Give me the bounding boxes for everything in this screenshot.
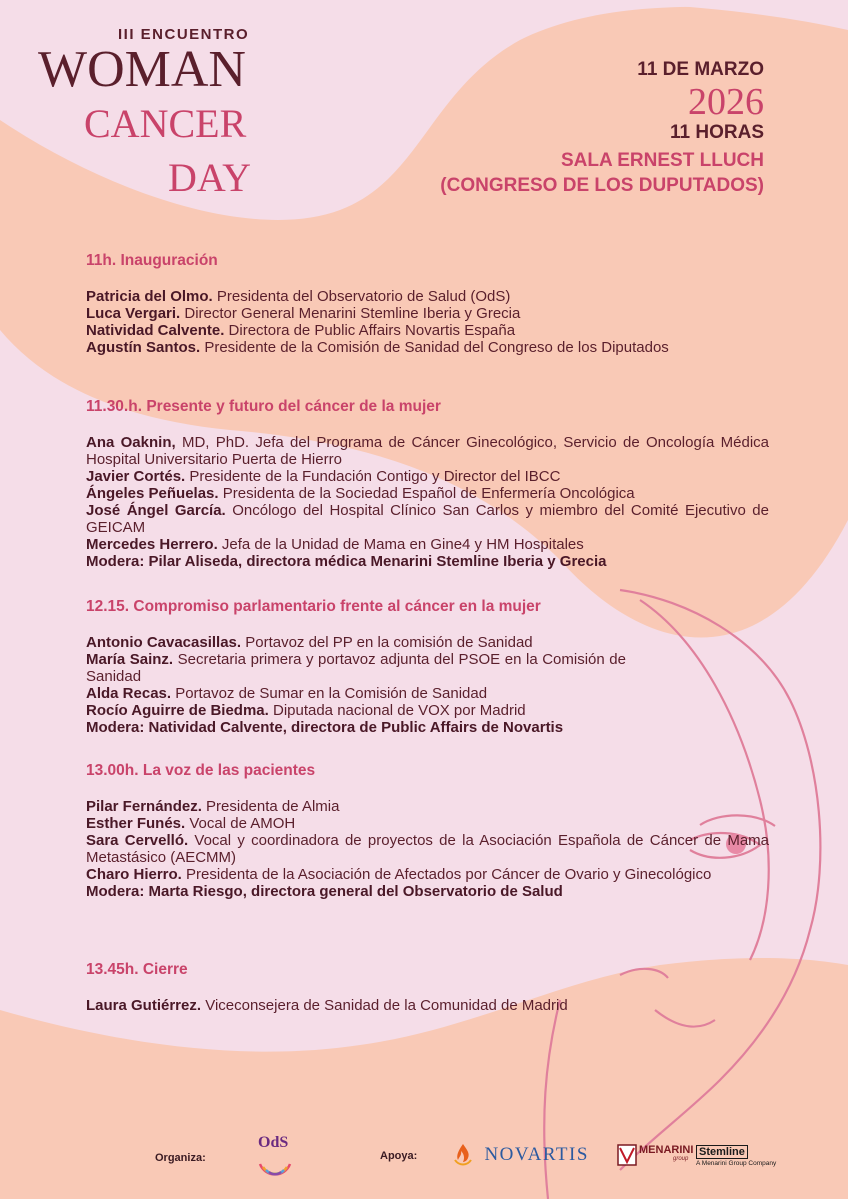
speaker-name: Natividad Calvente. xyxy=(86,322,225,339)
moderator: Modera: Natividad Calvente, directora de Public Affairs de Novartis xyxy=(86,719,564,736)
section-voz-pacientes xyxy=(86,762,769,900)
speaker-name: Pilar Fernández. xyxy=(86,798,202,815)
venue-line-1: SALA ERNEST LLUCH xyxy=(560,150,764,171)
speaker-name: María Sainz. xyxy=(86,651,174,668)
ods-logo-text: OdS xyxy=(258,1134,289,1151)
speaker-role: Vocal y coordinadora de proyectos de la Asociación Española de Cáncer de Mama Metastásico (AECMM) xyxy=(86,832,769,866)
section-title: 13.00h. La voz de las pacientes xyxy=(86,762,316,779)
speaker xyxy=(86,815,769,832)
menarini-logo xyxy=(617,1144,694,1166)
section-title: 13.45h. Cierre xyxy=(86,961,188,978)
speaker xyxy=(86,866,769,883)
menarini-group-text: group xyxy=(673,1156,689,1162)
novartis-flame-icon xyxy=(452,1142,474,1168)
speaker-role: Portavoz de Sumar en la Comisión de Sanidad xyxy=(171,685,488,702)
title-day: DAY xyxy=(168,155,251,200)
speaker-name: Charo Hierro. xyxy=(86,866,182,883)
speaker-role: Presidenta de la Asociación de Afectados por Cáncer de Ovario y Ginecológico xyxy=(181,866,712,883)
speaker xyxy=(86,798,769,815)
speaker-role: Diputada nacional de VOX por Madrid xyxy=(268,702,526,719)
novartis-logo xyxy=(452,1142,589,1168)
speaker-name: Patricia del Olmo. xyxy=(86,288,213,305)
speaker-name: Mercedes Herrero. xyxy=(86,536,218,553)
stemline-logo xyxy=(696,1142,776,1167)
event-date: 11 DE MARZO xyxy=(637,59,764,80)
speaker-name: José Ángel García. xyxy=(86,502,226,519)
edition-label: III ENCUENTRO xyxy=(118,26,250,43)
speaker-name: Esther Funés. xyxy=(86,815,186,832)
speaker-role: Presidenta de la Sociedad Español de Enfermería Oncológica xyxy=(218,485,635,502)
moderator: Modera: Marta Riesgo, directora general del Observatorio de Salud xyxy=(86,883,563,900)
menarini-shield-icon xyxy=(617,1144,637,1166)
moderator: Modera: Pilar Aliseda, directora médica Menarini Stemline Iberia y Grecia xyxy=(86,553,607,570)
section-title: 12.15. Compromiso parlamentario frente al cáncer en la mujer xyxy=(86,598,541,615)
section-title: 11h. Inauguración xyxy=(86,252,218,269)
event-venue xyxy=(440,148,764,198)
section-compromiso xyxy=(86,598,769,736)
venue-line-2: (CONGRESO DE LOS DUPUTADOS) xyxy=(440,175,764,196)
speaker-name: Rocío Aguirre de Biedma. xyxy=(86,702,269,719)
speaker xyxy=(86,702,769,719)
speaker xyxy=(86,434,769,468)
speaker-role: Viceconsejera de Sanidad de la Comunidad de Madrid xyxy=(201,997,568,1014)
stemline-logo-text: Stemline xyxy=(696,1145,748,1159)
section-title: 11.30.h. Presente y futuro del cáncer de la mujer xyxy=(86,398,441,415)
speaker-name: Sara Cervelló. xyxy=(86,832,189,849)
speaker xyxy=(86,685,769,702)
speaker xyxy=(86,832,769,866)
speaker-role: Portavoz del PP en la comisión de Sanidad xyxy=(241,634,533,651)
speaker xyxy=(86,322,769,339)
speaker-name: Laura Gutiérrez. xyxy=(86,997,202,1014)
organiza-label: Organiza: xyxy=(155,1152,206,1164)
speaker-role: Presidente de la Fundación Contigo y Director del IBCC xyxy=(185,468,561,485)
speaker-role: Presidente de la Comisión de Sanidad del Congreso de los Diputados xyxy=(200,339,669,356)
event-time: 11 HORAS xyxy=(670,122,764,143)
speaker xyxy=(86,997,769,1014)
speaker-name: Antonio Cavacasillas. xyxy=(86,634,242,651)
speaker-role: Director General Menarini Stemline Iberia y Grecia xyxy=(180,305,521,322)
speaker-name: Alda Recas. xyxy=(86,685,172,702)
speaker-role: Secretaria primera y portavoz adjunta del PSOE en la Comisión de Sanidad xyxy=(86,651,626,685)
speaker-name: Javier Cortés. xyxy=(86,468,186,485)
speaker xyxy=(86,485,769,502)
date-block xyxy=(637,60,764,142)
speaker xyxy=(86,651,626,685)
speaker xyxy=(86,288,769,305)
speaker-role: MD, PhD. Jefa del Programa de Cáncer Ginecológico, Servicio de Oncología Médica Hospital Universitario Puerta de Hierro xyxy=(86,434,769,468)
speaker xyxy=(86,339,769,356)
speaker xyxy=(86,468,769,485)
title-woman: WOMAN xyxy=(38,41,246,98)
speaker-role: Presidenta del Observatorio de Salud (OdS) xyxy=(212,288,511,305)
event-year: 2026 xyxy=(688,81,764,123)
speaker-name: Agustín Santos. xyxy=(86,339,201,356)
speaker-name: Ana Oaknin, xyxy=(86,434,176,451)
novartis-logo-text: NOVARTIS xyxy=(484,1144,589,1165)
speaker-role: Vocal de AMOH xyxy=(185,815,296,832)
ods-logo xyxy=(254,1134,296,1176)
speaker xyxy=(86,305,769,322)
menarini-logo-text: MENARINI xyxy=(639,1144,694,1156)
speaker-role: Oncólogo del Hospital Clínico San Carlos y miembro del Comité Ejecutivo de GEICAM xyxy=(86,502,769,536)
speaker-role: Jefa de la Unidad de Mama en Gine4 y HM Hospitales xyxy=(217,536,584,553)
title-cancer: CANCER xyxy=(84,101,247,146)
speaker-role: Directora de Public Affairs Novartis España xyxy=(224,322,516,339)
speaker xyxy=(86,536,769,553)
speaker xyxy=(86,634,769,651)
stemline-logo-subtitle: A Menarini Group Company xyxy=(696,1160,777,1167)
section-presente-futuro xyxy=(86,398,769,570)
speaker-role: Presidenta de Almia xyxy=(201,798,340,815)
speaker xyxy=(86,502,769,536)
section-cierre xyxy=(86,961,769,1014)
section-inauguracion xyxy=(86,252,769,356)
speaker-name: Luca Vergari. xyxy=(86,305,181,322)
apoya-label: Apoya: xyxy=(380,1150,418,1162)
speaker-name: Ángeles Peñuelas. xyxy=(86,485,219,502)
